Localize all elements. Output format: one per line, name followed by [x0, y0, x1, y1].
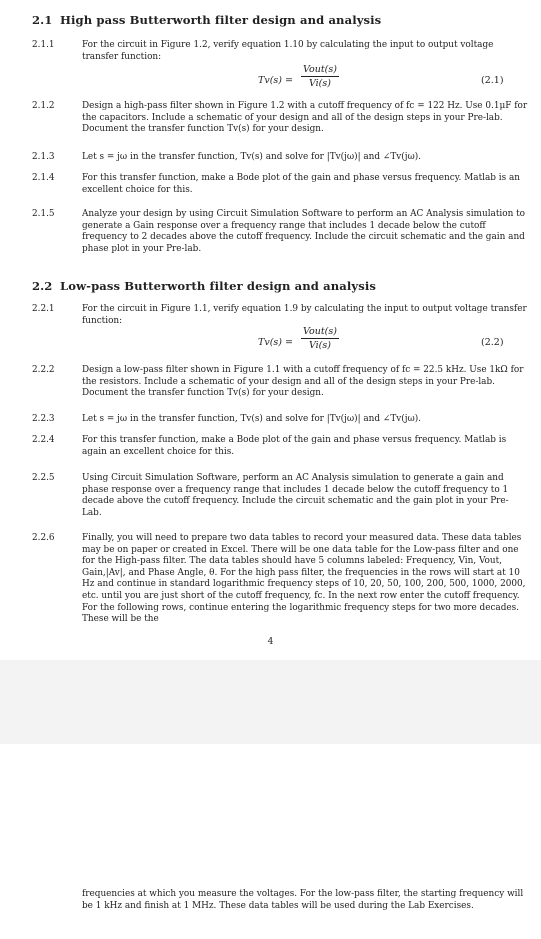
page-gap — [0, 660, 541, 744]
page-number: 4 — [267, 637, 274, 647]
continuation-text: frequencies at which you measure the voltages. For the low-pass filter, the starting frequency will be 1 kHz and finish at 1 MHz. These data tables will be used during the Lab Exercises. — [82, 889, 524, 911]
fraction: Vout(s) Vi(s) — [303, 326, 337, 351]
section-heading-2-1: 2.1 High pass Butterworth filter design and analysis — [32, 13, 382, 27]
document-page-5 — [0, 744, 541, 939]
fraction: Vout(s) Vi(s) — [303, 64, 337, 89]
document-page-4: 2.1 High pass Butterworth filter design and analysis 2.1.1 For the circuit in Figure 1.2, verify equation 1.10 by calculating the input to output voltage transfer function: Tv(s) = Vout(s) Vi(s) (2.1) 2.1.2 Design a high-pass filter shown in Figure 1.2 with a cutoff frequency of fc = 122 Hz. Use 0.1μF for the capacitors. Include a schematic of your design and all of the design steps in your Pre-lab. Document the transfer function Tv(s) for your design. 2.1.3 Let s = jω in the transfer function, Tv(s) and solve for |Tv(jω)| and ∠Tv(jω). 2.1.4 For this transfer function, make a Bode plot of the gain and phase versus frequency. Matlab is an excellent choice for this. 2.1.5 Analyze your design by using Circuit Simulation Software to perform an AC Analysis simulation to generate a Gain response over a frequency range that includes 1 decade below the cutoff frequency to 2 decades above the cutoff frequency. Include the circuit schematic and the gain and phase plot in your Pre-lab. 2.2 Low-pass Butterworth filter design and analysis 2.2.1 For the circuit in Figure 1.1, verify equation 1.9 by calculating the input to output voltage transfer function: Tv(s) = Vout(s) Vi(s) (2.2) 2.2.2 Design a low-pass filter shown in Figure 1.1 with a cutoff frequency of fc = 22.5 kHz. Use 1kΩ for the resistors. Include a schematic of your design and all of the design steps in your Pre-lab. Document the transfer function Tv(s) for your design. 2.2.3 Let s = jω in the transfer function, Tv(s) and solve for |Tv(jω)| and ∠Tv(jω). 2.2.4 For this transfer function, make a Bode plot of the gain and phase versus frequency. Matlab is again an excellent choice for this. 2.2.5 Using Circuit Simulation Software, perform an AC Analysis simulation to generate a gain and phase response over a frequency range that includes 1 decade below the cutoff frequency to 1 decade above the cutoff frequency. Include the circuit schematic and the gain plot in your Pre-Lab. 2.2.6 Finally, you will need to prepare two data tables to record your measured data. These data tables may be on paper or created in Excel. There will be one data table for the Low-pass filter and one for the High-pass filter. The data tables should have 5 columns labeled: Frequency, Vin, Vout, Gain,|Av|, and Phase Angle, θ. For the high pass filter, the frequencies in the rows will start at 10 Hz and continue in standard logarithmic frequency steps of 10, 20, 50, 100, 200, 500, 1000, 2000, etc. until you are just short of the cutoff frequency, fc. In the next row enter the cutoff frequency. For the following rows, continue entering the logarithmic frequency steps for two more decades. These will be the 4 — [0, 0, 541, 660]
section-heading-2-2: 2.2 Low-pass Butterworth filter design and analysis — [32, 279, 376, 293]
